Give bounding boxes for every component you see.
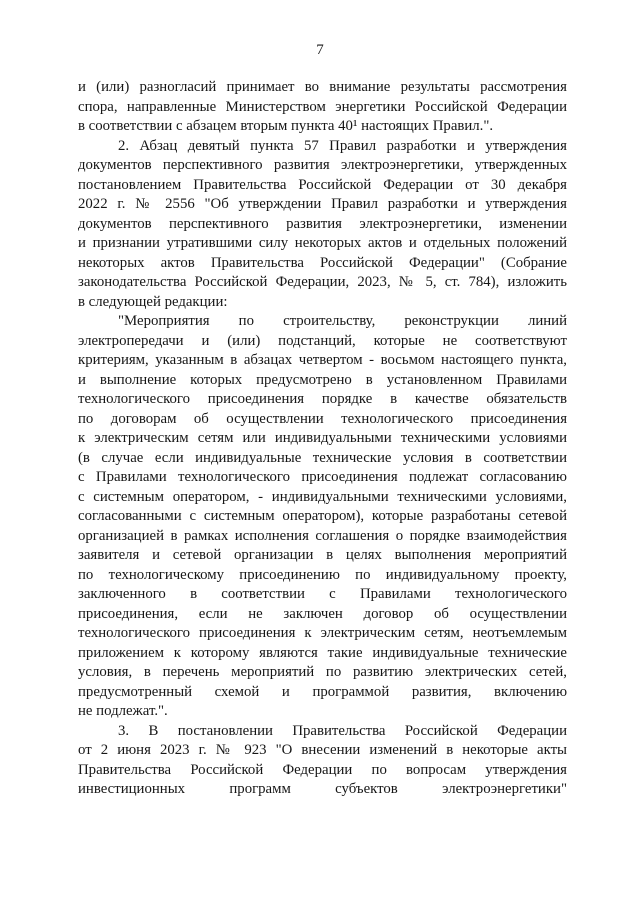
- text-line: по технологическому присоединению по индивидуальному проекту,: [78, 566, 567, 583]
- text-line: и (или) разногласий принимает во внимание результаты рассмотрения: [78, 79, 567, 95]
- text-line: и выполнение которых предусмотрено в установленном Правилами: [78, 371, 567, 388]
- text-line: инвестиционных программ субъектов электроэнергетики": [78, 781, 567, 797]
- text-line: спора, направленные Министерством энергетики Российской Федерации: [78, 98, 567, 115]
- text-line: документов перспективного развития электроэнергетики, утвержденных: [78, 157, 567, 173]
- paragraph-item-2: [78, 137, 567, 313]
- text-line: критериям, указанным в абзацах четвертом - восьмом настоящего пункта,: [78, 352, 567, 368]
- paragraph-quoted-amendment: [78, 312, 567, 722]
- text-line: электропередачи и (или) подстанций, которые не соответствуют: [78, 332, 567, 349]
- text-line: 2022 г. № 2556 "Об утверждении Правил разработки и утверждения: [78, 196, 567, 212]
- text-line: в следующей редакции:: [78, 293, 228, 310]
- text-line: и признании утратившими силу некоторых актов и отдельных положений: [78, 235, 567, 251]
- text-line: некоторых актов Правительства Российской Федерации" (Собрание: [78, 254, 567, 271]
- paragraph-item-3: [78, 722, 567, 800]
- text-line: (в случае если индивидуальные технические условия в соответствии: [78, 449, 567, 466]
- text-line: приложением к которому являются такие индивидуальные технические: [78, 644, 567, 661]
- text-line: заключенного в соответствии с Правилами технологического: [78, 586, 567, 602]
- text-line: законодательства Российской Федерации, 2023, № 5, ст. 784), изложить: [78, 274, 567, 290]
- text-line: организацией в рамках исполнения соглашения о порядке взаимодействия: [78, 527, 567, 544]
- text-line: 3. В постановлении Правительства Российской Федерации: [118, 722, 567, 739]
- text-line: предусмотренный схемой и программой развития, включению: [78, 683, 567, 700]
- text-line: присоединения, если не заключен договор об осуществлении: [78, 605, 567, 622]
- text-line: 2. Абзац девятый пункта 57 Правил разработки и утверждения: [118, 137, 567, 154]
- text-line: не подлежат.".: [78, 703, 168, 719]
- text-line: от 2 июня 2023 г. № 923 "О внесении изменений в некоторые акты: [78, 742, 567, 758]
- text-line: условия, в перечень мероприятий по развитию электрических сетей,: [78, 664, 567, 680]
- text-line: технологического присоединения порядке в качестве обязательств: [78, 391, 567, 407]
- text-line: документов перспективного развития электроэнергетики, изменении: [78, 215, 567, 232]
- page-number: 7: [316, 42, 324, 58]
- text-line: с Правилами технологического присоединения подлежат согласованию: [78, 469, 567, 485]
- text-line: Правительства Российской Федерации по вопросам утверждения: [78, 761, 567, 778]
- text-line: с системным оператором, - индивидуальными техническими условиями,: [78, 488, 567, 505]
- text-line: к электрическим сетям или индивидуальными техническими условиями: [78, 430, 567, 446]
- document-body: [78, 78, 567, 800]
- text-line: по договорам об осуществлении технологического присоединения: [78, 410, 567, 427]
- text-line: "Мероприятия по строительству, реконструкции линий: [118, 313, 567, 329]
- text-line: в соответствии с абзацем вторым пункта 40¹ настоящих Правил.".: [78, 118, 494, 134]
- text-line: технологического присоединения к электрическим сетям, неотъемлемым: [78, 625, 567, 641]
- text-line: заявителя и сетевой организации в целях выполнения мероприятий: [78, 547, 567, 563]
- text-line: согласованными с системным оператором), которые разработаны сетевой: [78, 508, 567, 524]
- paragraph-continuation: [78, 78, 567, 137]
- text-line: постановлением Правительства Российской Федерации от 30 декабря: [78, 176, 567, 193]
